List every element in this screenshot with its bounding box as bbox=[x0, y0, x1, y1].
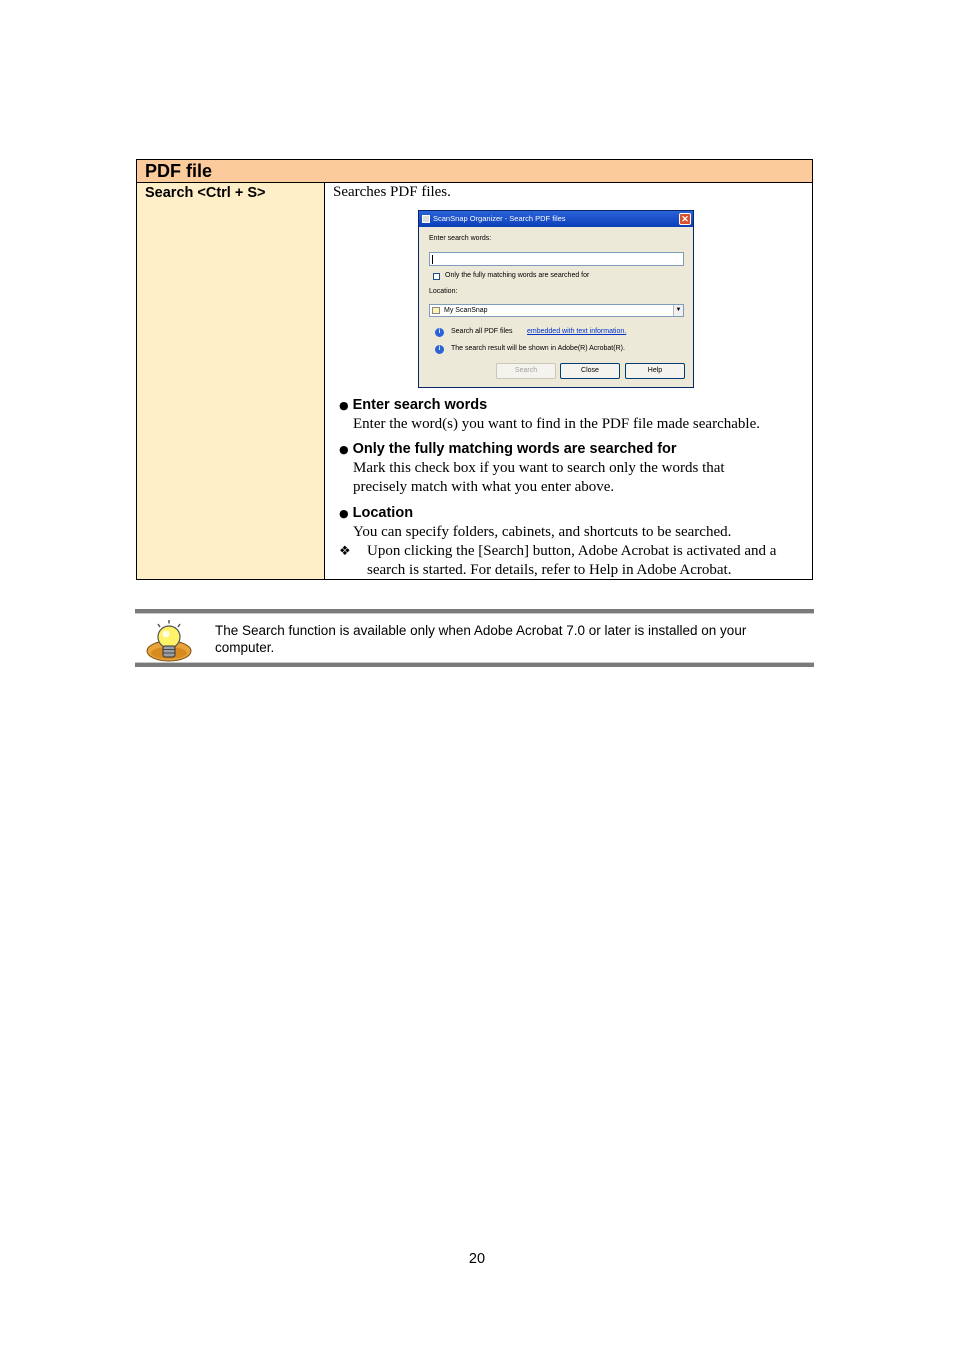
search-button[interactable]: Search bbox=[496, 363, 556, 379]
section-body: You can specify folders, cabinets, and shortcuts to be searched. bbox=[353, 524, 732, 540]
full-match-checkbox[interactable] bbox=[433, 273, 440, 280]
enter-words-label: Enter search words: bbox=[429, 235, 492, 242]
diamond-bullet-icon: ❖ bbox=[339, 544, 351, 559]
command-description: Searches PDF files. bbox=[333, 184, 451, 200]
location-value: My ScanSnap bbox=[444, 307, 488, 314]
bullet-icon: ● bbox=[339, 399, 349, 412]
embedded-text-link[interactable]: embedded with text information. bbox=[527, 328, 627, 335]
section-heading: Only the fully matching words are searched for bbox=[352, 441, 677, 457]
section-heading: Enter search words bbox=[352, 397, 488, 413]
search-words-input[interactable] bbox=[429, 252, 684, 266]
bullet-icon: ● bbox=[339, 443, 349, 456]
full-match-label: Only the fully matching words are searched for bbox=[445, 272, 590, 279]
section-body: Enter the word(s) you want to find in the PDF file made searchable. bbox=[353, 416, 760, 432]
section-body: precisely match with what you enter above. bbox=[353, 479, 615, 495]
chevron-down-icon[interactable]: ▼ bbox=[673, 305, 683, 316]
dialog-title: ScanSnap Organizer - Search PDF files bbox=[433, 214, 566, 223]
section-location bbox=[339, 504, 731, 542]
command-column bbox=[137, 183, 325, 579]
close-button[interactable]: Close bbox=[560, 363, 620, 379]
app-icon bbox=[422, 215, 430, 223]
section-enter-search-words bbox=[339, 396, 760, 434]
info-icon: i bbox=[435, 345, 444, 354]
page-number: 20 bbox=[468, 1251, 486, 1267]
section-heading: Location bbox=[352, 505, 414, 521]
command-label: Search <Ctrl + S> bbox=[145, 185, 266, 201]
info-search-text: Search all PDF files bbox=[451, 328, 513, 335]
description-column bbox=[325, 183, 812, 579]
hint-box bbox=[135, 609, 814, 667]
note-line-1: Upon clicking the [Search] button, Adobe Acrobat is activated and a bbox=[367, 543, 777, 559]
location-label: Location: bbox=[429, 288, 458, 295]
location-select[interactable] bbox=[429, 304, 684, 317]
lightbulb-hint-icon bbox=[145, 617, 193, 663]
dialog-title-bar bbox=[419, 211, 693, 227]
note-line-2: search is started. For details, refer to Help in Adobe Acrobat. bbox=[367, 562, 732, 578]
acrobat-note bbox=[339, 542, 776, 580]
section-body: Mark this check box if you want to search only the words that bbox=[353, 460, 725, 476]
table-body bbox=[137, 183, 812, 579]
folder-icon bbox=[432, 307, 440, 314]
bullet-icon: ● bbox=[339, 507, 349, 520]
close-icon[interactable]: ✕ bbox=[679, 213, 691, 225]
help-button[interactable]: Help bbox=[625, 363, 685, 379]
table-header: PDF file bbox=[137, 160, 812, 183]
section-full-match bbox=[339, 440, 725, 497]
pdf-file-table bbox=[136, 159, 813, 580]
info-result-text: The search result will be shown in Adobe(R) Acrobat(R). bbox=[451, 345, 625, 352]
info-icon: i bbox=[435, 328, 444, 337]
hint-text: The Search function is available only when Adobe Acrobat 7.0 or later is installed on your computer. bbox=[215, 623, 747, 655]
search-pdf-dialog bbox=[418, 210, 694, 388]
